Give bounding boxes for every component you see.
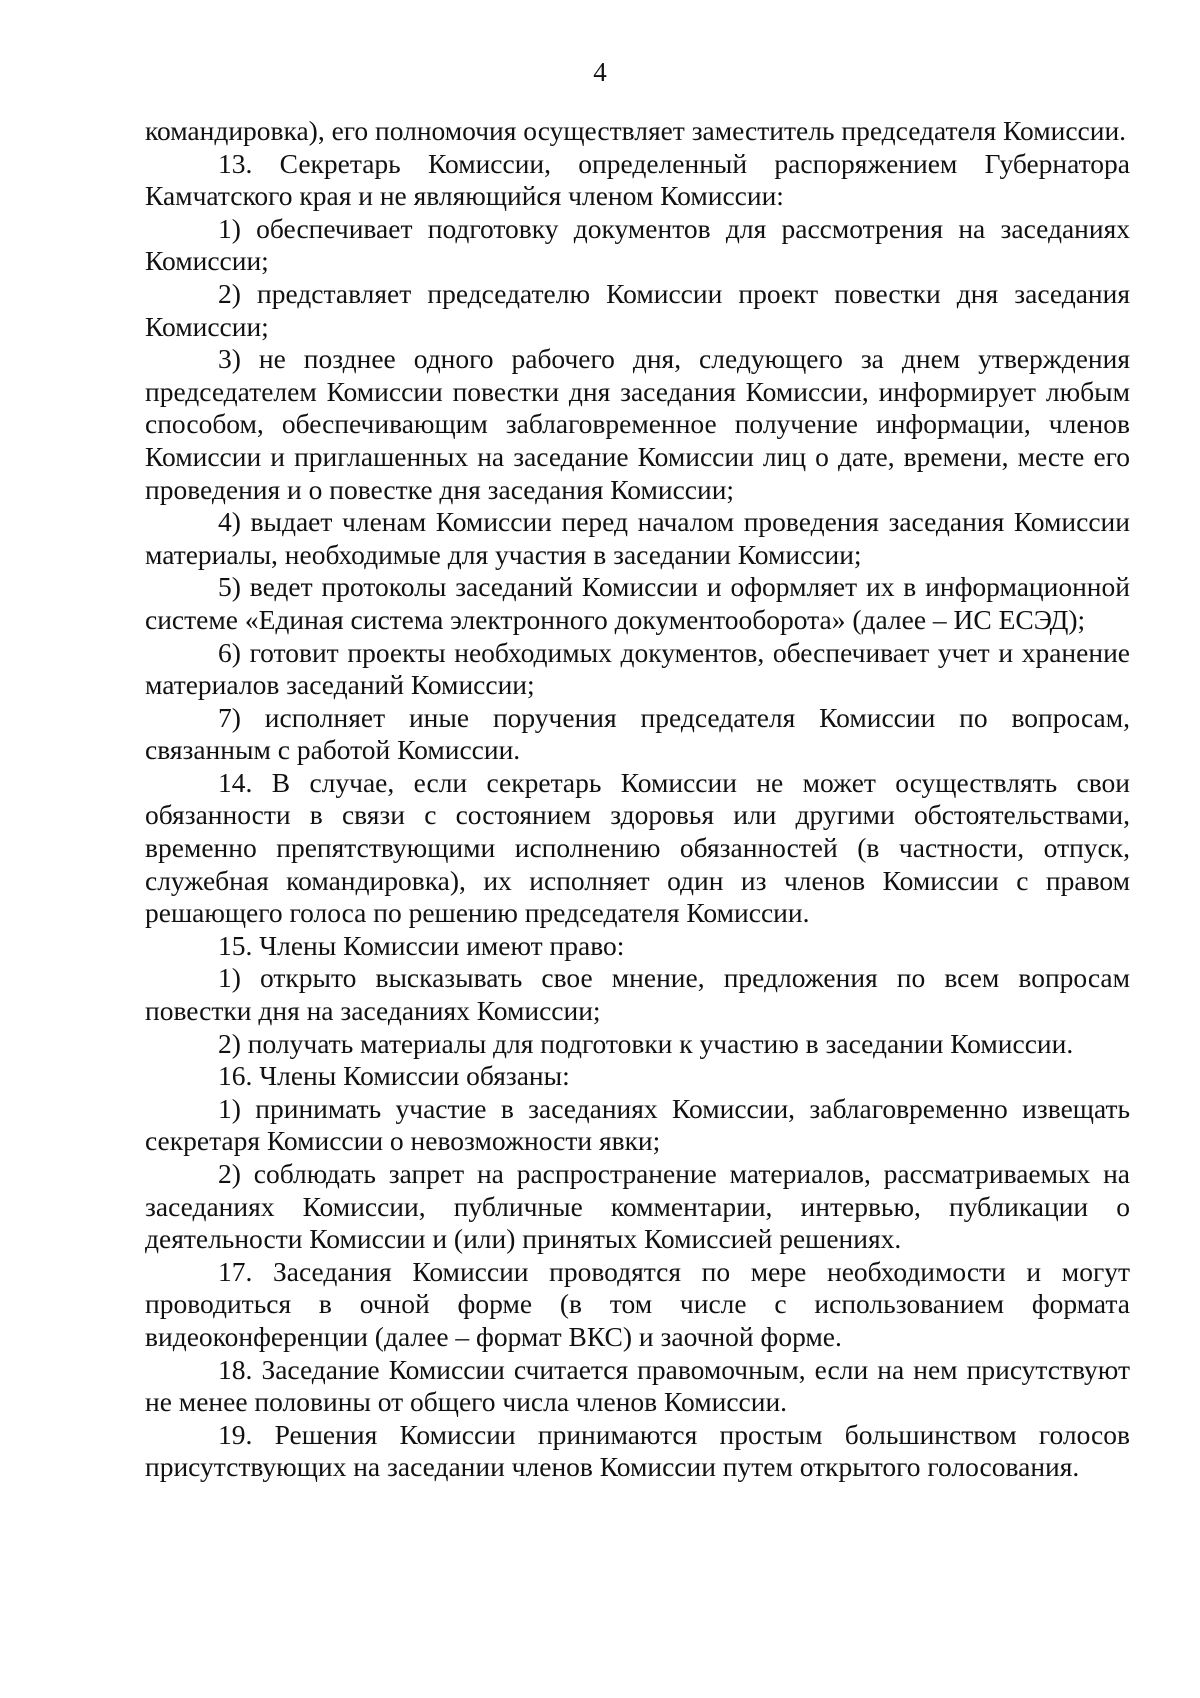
paragraph-13-item-1: 1) обеспечивает подготовку документов для рассмотрения на заседаниях Комиссии; [145, 212, 1130, 277]
paragraph-13-item-3: 3) не позднее одного рабочего дня, следующего за днем утверждения председателем Комиссии повестки дня заседания Комиссии, информирует любым способом, обеспечивающим заблаговременное получение информации, членов Комиссии и приглашенных на заседание Комиссии лиц о дате, времени, месте его проведения и о повестке дня заседания Комиссии; [145, 343, 1130, 505]
paragraph-14: 14. В случае, если секретарь Комиссии не может осуществлять свои обязанности в связи с состоянием здоровья или другими обстоятельствами, временно препятствующими исполнению обязанностей (в частности, отпуск, служебная командировка), их исполняет один из членов Комиссии с правом решающего голоса по решению председателя Комиссии. [145, 766, 1130, 929]
paragraph-13-item-4: 4) выдает членам Комиссии перед началом проведения заседания Комиссии материалы, необходимые для участия в заседании Комиссии; [145, 506, 1130, 570]
paragraph-13-item-6: 6) готовит проекты необходимых документов, обеспечивает учет и хранение материалов заседаний Комиссии; [145, 636, 1130, 701]
paragraph-17: 17. Заседания Комиссии проводятся по мере необходимости и могут проводиться в очной форме (в том числе с использованием формата видеоконференции (далее – формат ВКС) и заочной форме. [145, 1255, 1130, 1352]
paragraph-16-item-1: 1) принимать участие в заседаниях Комиссии, заблаговременно извещать секретаря Комиссии о невозможности явки; [145, 1092, 1130, 1157]
paragraph-13-item-5: 5) ведет протоколы заседаний Комиссии и оформляет их в информационной системе «Единая система электронного документооборота» (далее – ИС ЕСЭД); [145, 571, 1130, 635]
paragraph-16-item-2: 2) соблюдать запрет на распространение материалов, рассматриваемых на заседаниях Комиссии, публичные комментарии, интервью, публикации о деятельности Комиссии и (или) принятых Комиссией решениях. [145, 1158, 1130, 1255]
paragraph-13: 13. Секретарь Комиссии, определенный распоряжением Губернатора Камчатского края и не являющийся членом Комиссии: [145, 147, 1130, 212]
paragraph-16: 16. Члены Комиссии обязаны: [218, 1060, 570, 1092]
paragraph-19: 19. Решения Комиссии принимаются простым большинством голосов присутствующих на заседании членов Комиссии путем открытого голосования. [145, 1418, 1130, 1483]
paragraph-15: 15. Члены Комиссии имеют право: [218, 929, 625, 961]
document-body [145, 115, 1130, 1484]
paragraph-13-item-2: 2) представляет председателю Комиссии проект повестки дня заседания Комиссии; [145, 277, 1130, 342]
paragraph-15-item-2: 2) получать материалы для подготовки к участию в заседании Комиссии. [218, 1027, 1074, 1059]
paragraph-15-item-1: 1) открыто высказывать свое мнение, предложения по всем вопросам повестки дня на заседаниях Комиссии; [145, 962, 1130, 1027]
paragraph-18: 18. Заседание Комиссии считается правомочным, если на нем присутствуют не менее половины от общего числа членов Комиссии. [145, 1353, 1130, 1418]
page-number: 4 [593, 57, 607, 87]
paragraph-continuation: командировка), его полномочия осуществляет заместитель председателя Комиссии. [145, 115, 1127, 146]
paragraph-13-item-7: 7) исполняет иные поручения председателя Комиссии по вопросам, связанным с работой Комиссии. [145, 701, 1130, 766]
